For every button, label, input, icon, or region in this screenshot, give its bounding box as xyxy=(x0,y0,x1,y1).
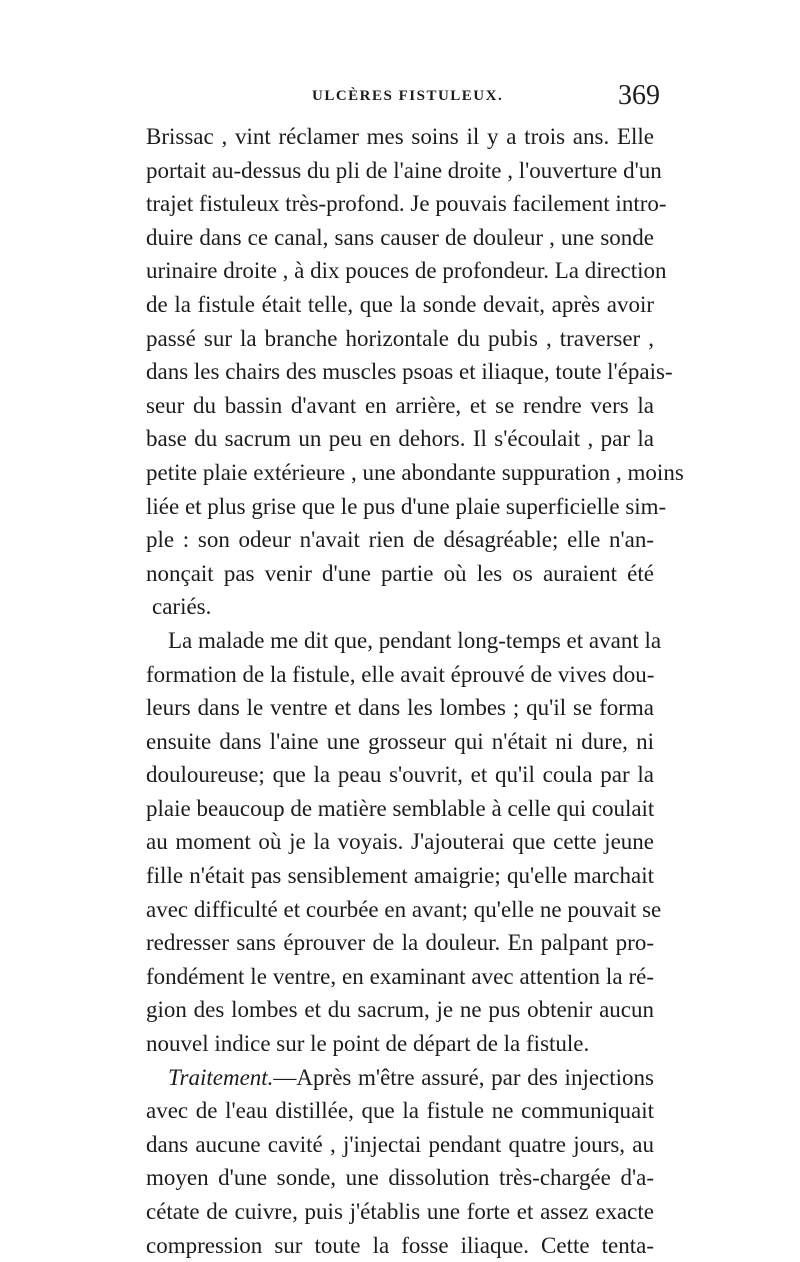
text-line: nouvel indice sur le point de départ de la fistule. xyxy=(146,1031,590,1057)
text-line: cétate de cuivre, puis j'établis une forte et assez exacte xyxy=(146,1199,654,1224)
text-line: urinaire droite , à dix pouces de profondeur. La direction xyxy=(146,258,667,284)
text-line: moyen d'une sonde, une dissolution très-chargée d'a- xyxy=(146,1165,654,1191)
text-line: liée et plus grise que le pus d'une plaie superficielle sim- xyxy=(146,493,667,519)
body-text xyxy=(146,120,684,1262)
text-line: seur du bassin d'avant en arrière, et se rendre vers la xyxy=(146,392,654,418)
text-line: ple : son odeur n'avait rien de désagréable; elle n'an- xyxy=(146,527,654,553)
paragraph-start-line: La malade me dit que, pendant long-temps et avant la xyxy=(168,627,662,653)
text-line: avec de l'eau distillée, que la fistule ne communiquait xyxy=(146,1098,654,1124)
treatment-heading: Traitement. xyxy=(168,1064,274,1090)
text-line: nonçait pas venir d'une partie où les os auraient été xyxy=(146,560,654,586)
text-line: portait au-dessus du pli de l'aine droite , l'ouverture d'un xyxy=(146,157,662,183)
text-line: compression sur toute la fosse iliaque. Cette tenta- xyxy=(146,1232,654,1258)
text-line: petite plaie extérieure , une abondante suppuration , moins xyxy=(146,459,684,485)
text-line: passé sur la branche horizontale du pubis , traverser , xyxy=(146,325,654,351)
text-line: plaie beaucoup de matière semblable à celle qui coulait xyxy=(146,795,655,821)
text-line: fille n'était pas sensiblement amaigrie; qu'elle marchait xyxy=(146,863,654,889)
text-line: avec difficulté et courbée en avant; qu'elle ne pouvait se xyxy=(146,896,662,922)
treatment-rest: —Après m'être assuré, par des injections xyxy=(273,1064,654,1090)
text-line: base du sacrum un peu en dehors. Il s'écoulait , par la xyxy=(146,426,654,452)
text-line: au moment où je la voyais. J'ajouterai que cette jeune xyxy=(146,829,654,855)
text-line: fondément le ventre, en examinant avec attention la ré- xyxy=(146,963,654,989)
text-line: Brissac , vint réclamer mes soins il y a trois ans. Elle xyxy=(146,124,654,149)
text-line: cariés. xyxy=(152,594,212,620)
text-line: douloureuse; que la peau s'ouvrit, et qu'il coula par la xyxy=(146,762,654,788)
text-line: dans les chairs des muscles psoas et iliaque, toute l'épais- xyxy=(146,359,673,385)
text-line: dans aucune cavité , j'injectai pendant quatre jours, au xyxy=(146,1131,654,1157)
text-line: gion des lombes et du sacrum, je ne pus obtenir aucun xyxy=(146,997,654,1023)
text-line: duire dans ce canal, sans causer de douleur , une sonde xyxy=(146,224,654,250)
text-line: leurs dans le ventre et dans les lombes ; qu'il se forma xyxy=(146,695,654,721)
text-line: redresser sans éprouver de la douleur. En palpant pro- xyxy=(146,930,654,956)
treatment-line xyxy=(146,1061,654,1095)
text-line: formation de la fistule, elle avait éprouvé de vives dou- xyxy=(146,661,655,687)
text-line: ensuite dans l'aine une grosseur qui n'était ni dure, ni xyxy=(146,728,654,754)
running-title: ULCÈRES FISTULEUX. xyxy=(312,88,504,104)
text-line: de la fistule était telle, que la sonde devait, après avoir xyxy=(146,291,654,317)
text-line: trajet fistuleux très-profond. Je pouvais facilement intro- xyxy=(146,191,667,217)
page-number: 369 xyxy=(618,80,660,111)
